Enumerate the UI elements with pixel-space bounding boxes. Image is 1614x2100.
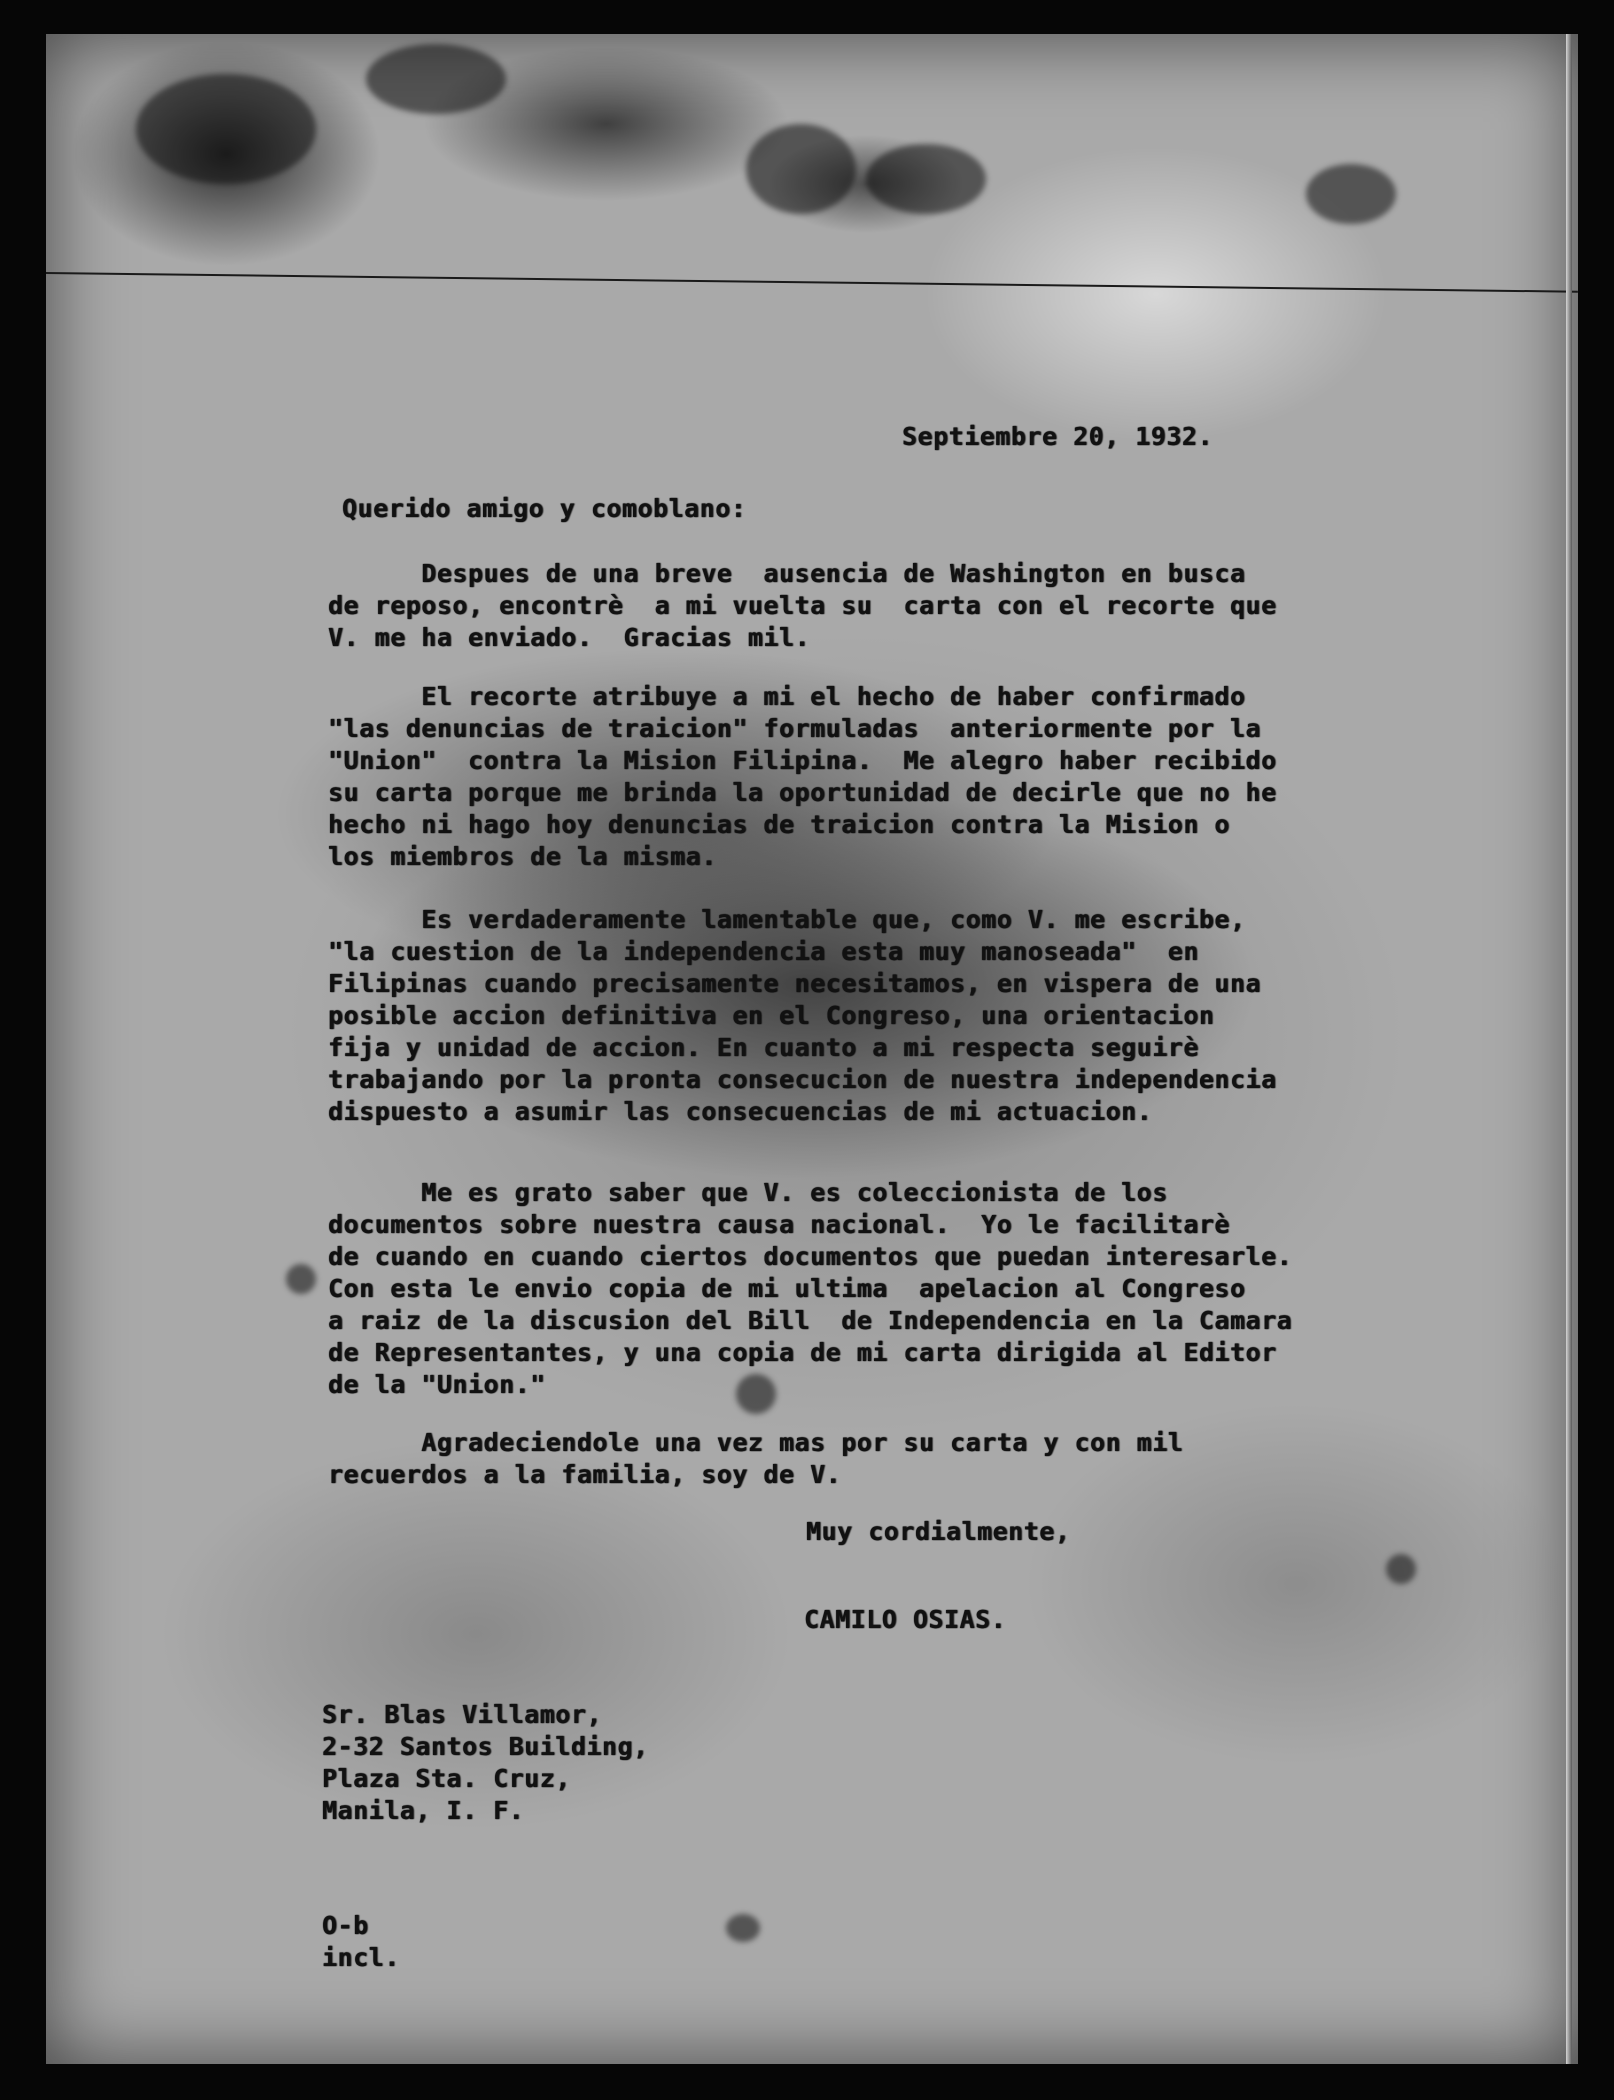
closing: Muy cordialmente, [806, 1517, 1071, 1546]
paragraph [328, 558, 1328, 654]
text-line: "Union" contra la Mision Filipina. Me alegro haber recibido [328, 746, 1277, 775]
address-line: Plaza Sta. Cruz, [322, 1764, 571, 1793]
addressee-block [322, 1699, 649, 1827]
text-line: hecho ni hago hoy denuncias de traicion contra la Mision o [328, 810, 1230, 839]
text-line: Me es grato saber que V. es coleccionista de los [328, 1178, 1168, 1207]
paragraph [328, 904, 1328, 1128]
paragraph [328, 1427, 1328, 1491]
letter-body [46, 34, 1578, 2064]
text-line: Con esta le envio copia de mi ultima apelacion al Congreso [328, 1274, 1246, 1303]
address-line: 2-32 Santos Building, [322, 1732, 649, 1761]
text-line: V. me ha enviado. Gracias mil. [328, 623, 811, 652]
text-line: recuerdos a la familia, soy de V. [328, 1460, 842, 1489]
text-line: los miembros de la misma. [328, 842, 717, 871]
text-line: El recorte atribuye a mi el hecho de haber confirmado [328, 682, 1246, 711]
letter-date: Septiembre 20, 1932. [902, 422, 1214, 451]
text-line: fija y unidad de accion. En cuanto a mi respecta seguirè [328, 1033, 1199, 1062]
reference-line: O-b [322, 1911, 369, 1940]
signature: CAMILO OSIAS. [804, 1605, 1007, 1634]
reference-line: incl. [322, 1943, 400, 1972]
reference-initials [322, 1910, 400, 1974]
text-line: trabajando por la pronta consecucion de nuestra independencia [328, 1065, 1277, 1094]
text-line: Despues de una breve ausencia de Washington en busca [328, 559, 1246, 588]
text-line: dispuesto a asumir las consecuencias de mi actuacion. [328, 1097, 1153, 1126]
text-line: de reposo, encontrè a mi vuelta su carta con el recorte que [328, 591, 1277, 620]
paragraph [328, 681, 1328, 873]
text-line: su carta porque me brinda la oportunidad de decirle que no he [328, 778, 1277, 807]
address-line: Sr. Blas Villamor, [322, 1700, 602, 1729]
text-line: Filipinas cuando precisamente necesitamos, en vispera de una [328, 969, 1262, 998]
salutation: Querido amigo y comoblano: [342, 494, 747, 523]
text-line: a raiz de la discusion del Bill de Independencia en la Camara [328, 1306, 1293, 1335]
paragraph [328, 1177, 1328, 1401]
text-line: posible accion definitiva en el Congreso, una orientacion [328, 1001, 1215, 1030]
text-line: "la cuestion de la independencia esta muy manoseada" en [328, 937, 1199, 966]
address-line: Manila, I. F. [322, 1796, 525, 1825]
letter-sheet [46, 34, 1578, 2064]
text-line: de Representantes, y una copia de mi carta dirigida al Editor [328, 1338, 1277, 1367]
text-line: documentos sobre nuestra causa nacional. Yo le facilitarè [328, 1210, 1230, 1239]
text-line: Agradeciendole una vez mas por su carta y con mil [328, 1428, 1184, 1457]
text-line: de cuando en cuando ciertos documentos que puedan interesarle. [328, 1242, 1293, 1271]
text-line: "las denuncias de traicion" formuladas anteriormente por la [328, 714, 1262, 743]
text-line: de la "Union." [328, 1370, 546, 1399]
text-line: Es verdaderamente lamentable que, como V. me escribe, [328, 905, 1246, 934]
